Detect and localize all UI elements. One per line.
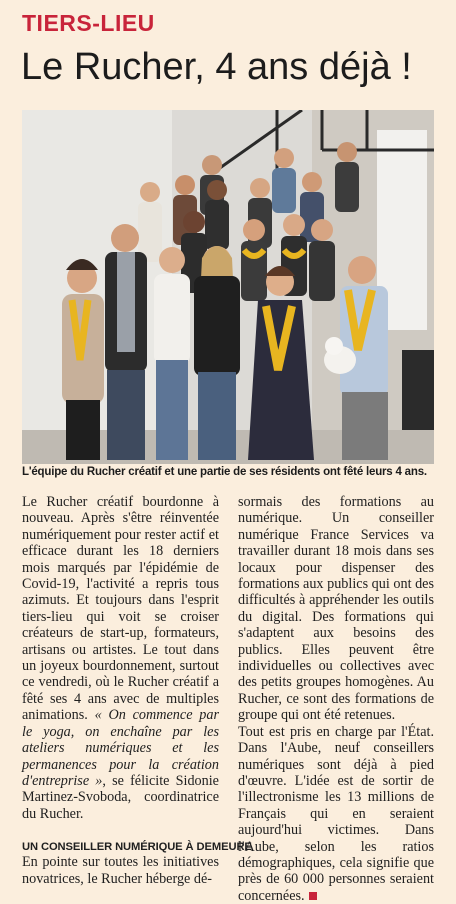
paragraph-text: , se félicite Sidonie Martinez-Svoboda, coordinatrice du Rucher. [22, 772, 219, 822]
article-paragraph: En pointe sur toutes les initiatives novatrices, le Rucher héberge dé- [22, 854, 219, 887]
article-headline: Le Rucher, 4 ans déjà ! [21, 46, 412, 88]
article-paragraph [238, 724, 434, 904]
paragraph-text: Le Rucher créatif bourdonne à nouveau. Après s'être réinventée numériquement pour rester actif et efficace durant les 18 derniers mois marqués par l'épidémie de Covid-19, l'activité a repris tous azimuts. Et toujours dans l'esprit tiers-lieu qui voit se croiser créateurs de start-up, formateurs, artisans ou artistes. Le tout dans un joyeux bourdonnement, surtout ce vendredi, où le Rucher créatif a fêté ses 4 ans avec de multiples animations. [22, 494, 219, 724]
article-quote: « On commence par le yoga, on enchaîne par les ateliers numériques et les permanences pour la création d'entreprise » [22, 707, 219, 789]
article-column-right [238, 494, 434, 904]
article-kicker: TIERS-LIEU [22, 10, 155, 36]
article-column-left [22, 494, 252, 887]
group-photo-illustration [22, 110, 434, 464]
article-paragraph: sormais des formations au numérique. Un conseiller numérique France Services va travailler durant 18 mois dans ses locaux pour dispenser des formations aux publics qui ont des difficultés à appréhender les outils du digital. Des formations qui s'adaptent aux besoins des publics. Elles peuvent être individuelles ou collectives avec des petits groupes homogènes. Au Rucher, ce sont des formations de groupe qui ont été retenues. [238, 494, 434, 724]
red-square-icon [309, 892, 317, 900]
photo-caption: L'équipe du Rucher créatif et une partie de ses résidents ont fêté leurs 4 ans. [22, 466, 427, 478]
paragraph-text: Tout est pris en charge par l'État. Dans l'Aube, neuf conseillers numériques sont déjà à pied d'œuvre. L'idée est de sortir de l'illectronisme les 13 millions de Français qui en seraient aujourd'hui victimes. Dans l'Aube, selon les ratios démographiques, cela signifie que près de 60 000 personnes seraient concernées. [238, 723, 434, 904]
article-photo [22, 110, 434, 464]
article-paragraph [22, 494, 219, 822]
article-subhead: UN CONSEILLER NUMÉRIQUE À DEMEURE [22, 841, 252, 854]
